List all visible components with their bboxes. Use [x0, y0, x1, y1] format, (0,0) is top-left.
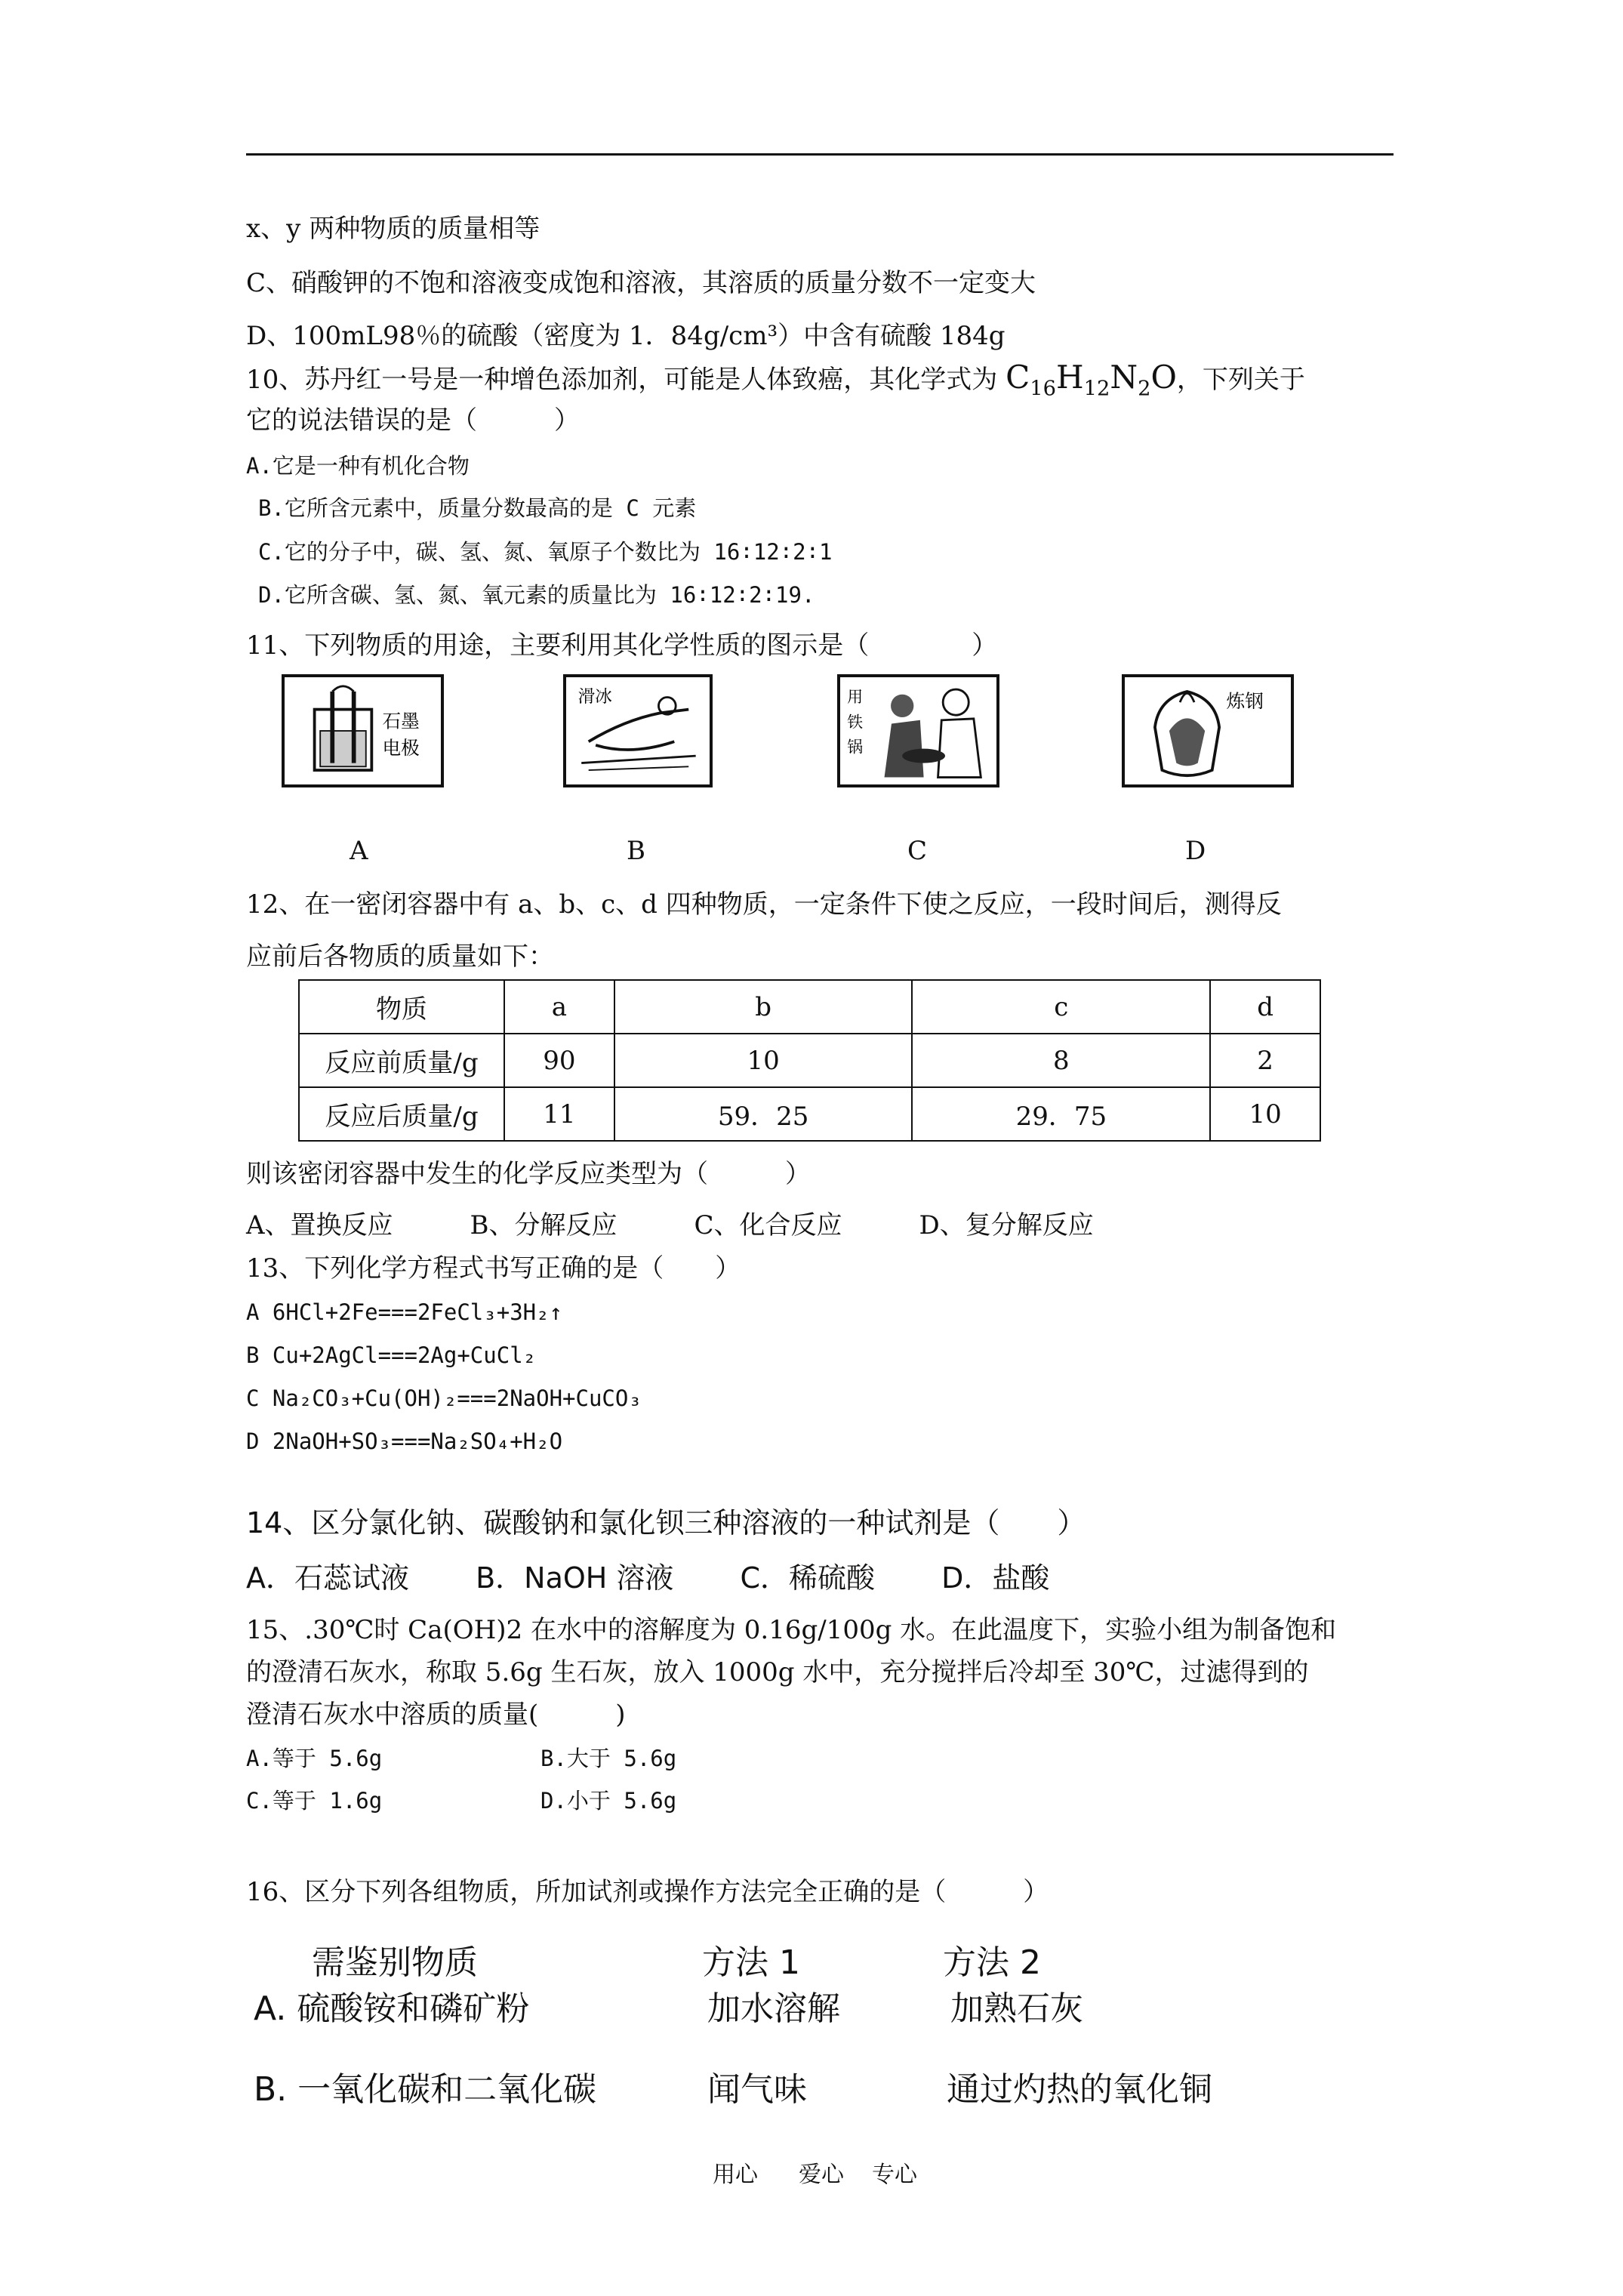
- question-12-options: A、置换反应 B、分解反应 C、化合反应 D、复分解反应: [246, 1210, 1094, 1240]
- footer-text-3: 专心: [872, 2162, 917, 2188]
- question-14-options: A．石蕊试液 B．NaOH 溶液 C．稀硫酸 D．盐酸: [246, 1561, 1050, 1595]
- figure-a-graphite-electrode: [282, 674, 444, 787]
- svg-text:用: 用: [847, 688, 864, 707]
- question-13-option-d: D 2NaOH+SO₃===Na₂SO₄+H₂O: [246, 1428, 563, 1454]
- q16-header-method-1: 方法 1: [702, 1943, 800, 1982]
- question-15-option-b: B.大于 5.6g: [540, 1746, 677, 1771]
- question-10-option-d: D.它所含碳、氢、氮、氧元素的质量比为 16∶12∶2∶19.: [258, 582, 815, 608]
- footer-text-2: 爱心: [799, 2162, 844, 2188]
- q16-row-b-method-2: 通过灼热的氧化铜: [947, 2070, 1212, 2109]
- figure-d-label: D: [1185, 836, 1206, 866]
- q16-header-substance: 需鉴别物质: [312, 1943, 478, 1982]
- question-15-line-3: 澄清石灰水中溶质的质量( ): [246, 1700, 626, 1730]
- question-14-text: 14、区分氯化钠、碳酸钠和氯化钡三种溶液的一种试剂是（ ）: [246, 1506, 1086, 1539]
- question-15-option-d: D.小于 5.6g: [540, 1788, 677, 1814]
- table-row: 物质 a b c d: [299, 980, 1320, 1034]
- question-10-line-2: 它的说法错误的是（ ）: [246, 405, 580, 436]
- question-11-text: 11、下列物质的用途，主要利用其化学性质的图示是（ ）: [246, 630, 998, 661]
- question-15-option-a: A.等于 5.6g: [246, 1746, 383, 1771]
- question-16-text: 16、区分下列各组物质，所加试剂或操作方法完全正确的是（ ）: [246, 1877, 1049, 1907]
- q16-row-a-method-2: 加熟石灰: [950, 1989, 1083, 2028]
- figure-b-skating: [563, 674, 713, 787]
- q16-row-b-substance: B. 一氧化碳和二氧化碳: [254, 2070, 597, 2109]
- question-13-option-c: C Na₂CO₃+Cu(OH)₂===2NaOH+CuCO₃: [246, 1385, 642, 1411]
- question-10-text-tail: ，下列关于: [1176, 365, 1305, 395]
- mass-table: [298, 979, 1321, 1142]
- figure-d-steelmaking: [1122, 674, 1294, 787]
- question-13-option-a: A 6HCl+2Fe===2FeCl₃+3H₂↑: [246, 1299, 563, 1325]
- svg-text:铁: 铁: [847, 713, 864, 732]
- chemical-formula: $C_{16}H_{12}N_2O$: [1006, 359, 1177, 401]
- svg-text:石墨: 石墨: [382, 710, 420, 732]
- question-10-line-1: [246, 359, 1305, 404]
- question-15-line-1: 15、.30℃时 Ca(OH)2 在水中的溶解度为 0.16g/100g 水。在此温度下，实验小组为制备饱和: [246, 1615, 1337, 1645]
- option-d-line: D、100mL98％的硫酸（密度为 1．84g/cm³）中含有硫酸 184g: [246, 321, 1006, 351]
- table-row: 反应后质量/g 11 59．25 29．75 10: [299, 1087, 1320, 1141]
- figure-c-label: C: [907, 836, 928, 866]
- question-12-line-1: 12、在一密闭容器中有 a、b、c、d 四种物质，一定条件下使之反应，一段时间后，测得反: [246, 889, 1282, 920]
- figure-b-label: B: [627, 836, 645, 866]
- question-13-text: 13、下列化学方程式书写正确的是（ ）: [246, 1253, 741, 1284]
- svg-text:电极: 电极: [382, 737, 420, 760]
- question-12-line-2: 应前后各物质的质量如下：: [246, 942, 554, 972]
- svg-text:炼钢: 炼钢: [1226, 689, 1264, 712]
- figure-c-iron-pot: [837, 674, 999, 787]
- question-10-option-c: C.它的分子中，碳、氢、氮、氧原子个数比为 16∶12∶2∶1: [258, 539, 833, 565]
- text-line-1: x、y 两种物质的质量相等: [246, 214, 540, 244]
- figure-a-label: A: [350, 836, 368, 866]
- option-c-line: C、硝酸钾的不饱和溶液变成饱和溶液，其溶质的质量分数不一定变大: [246, 268, 1036, 298]
- question-10-option-b: B.它所含元素中，质量分数最高的是 C 元素: [258, 495, 697, 521]
- question-10-text: 10、苏丹红一号是一种增色添加剂，可能是人体致癌，其化学式为: [246, 365, 1006, 395]
- question-13-option-b: B Cu+2AgCl===2Ag+CuCl₂: [246, 1342, 537, 1368]
- q16-header-method-2: 方法 2: [943, 1943, 1041, 1982]
- question-15-line-2: 的澄清石灰水，称取 5.6g 生石灰，放入 1000g 水中，充分搅拌后冷却至 30℃，过滤得到的: [246, 1657, 1309, 1687]
- q16-row-a-substance: A. 硫酸铵和磷矿粉: [254, 1989, 530, 2028]
- question-10-option-a: A.它是一种有机化合物: [246, 453, 470, 479]
- table-row: 反应前质量/g 90 10 8 2: [299, 1034, 1320, 1087]
- header-rule: [246, 153, 1394, 156]
- svg-text:锅: 锅: [847, 738, 864, 757]
- svg-text:滑冰: 滑冰: [577, 687, 612, 707]
- q16-row-b-method-1: 闻气味: [707, 2070, 807, 2109]
- q16-row-a-method-1: 加水溶解: [707, 1989, 840, 2028]
- question-15-option-c: C.等于 1.6g: [246, 1788, 383, 1814]
- footer-text-1: 用心: [713, 2162, 758, 2188]
- question-12-line-3: 则该密闭容器中发生的化学反应类型为（ ）: [246, 1159, 811, 1189]
